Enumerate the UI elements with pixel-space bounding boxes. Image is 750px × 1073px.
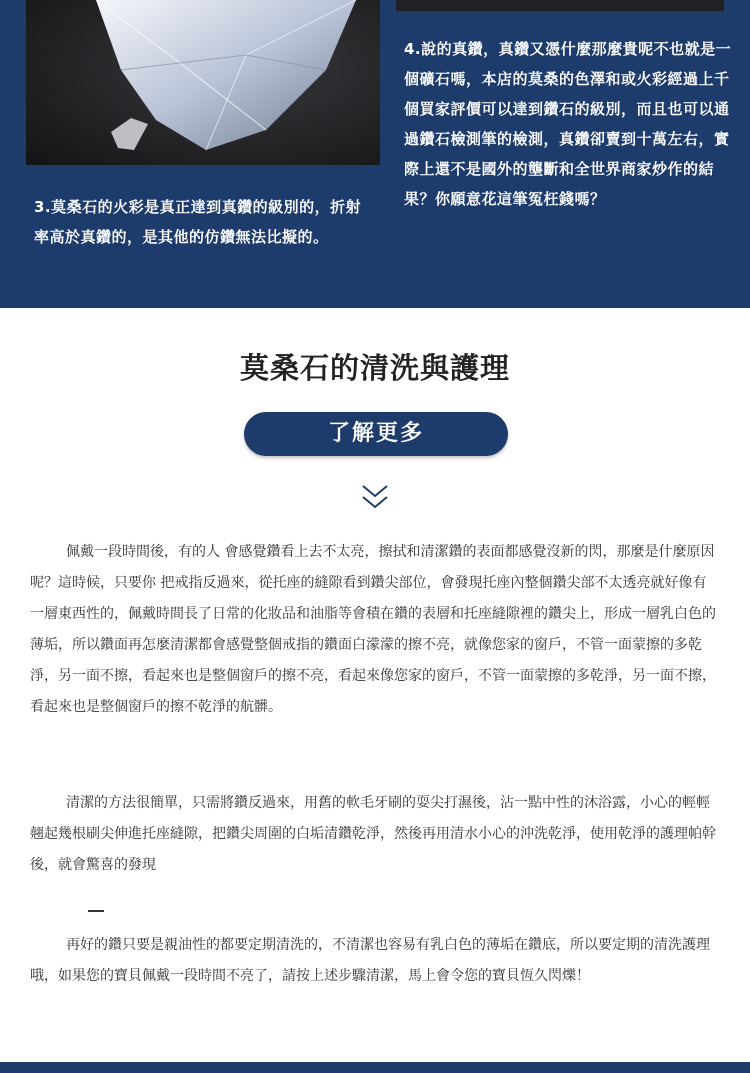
diamond-photo: [26, 0, 380, 165]
care-paragraph-3: [30, 930, 720, 992]
double-chevron-down-icon: [357, 480, 393, 516]
top-banner: [0, 0, 750, 308]
paragraph-text: 清潔的方法很簡單，只需將鑽反過來，用舊的軟毛牙刷的耍尖打濕後，沾一點中性的沐浴露，小心的輕輕翹起幾根刷尖伸進托座縫隙，把鑽尖周圍的白垢清鑽乾淨，然後再用清水小心的沖洗乾淨，使用乾淨的護理帕幹後，就會驚喜的發現: [30, 795, 716, 873]
dark-photo-edge: [396, 0, 724, 11]
care-paragraph-2: [30, 788, 720, 881]
care-paragraph-1: [30, 537, 720, 723]
caption-moissanite-fire: 3.莫桑石的火彩是真正達到真鑽的級別的，折射率高於真鑽的，是其他的仿鑽無法比擬的。: [34, 198, 362, 246]
learn-more-button[interactable]: 了解更多: [244, 412, 508, 456]
bottom-band: [0, 1062, 750, 1073]
paragraph-text: 佩戴一段時間後，有的人 會感覺鑽看上去不太亮，擦拭和清潔鑽的表面都感覺沒新的閃，那麼是什麼原因呢？這時候，只要你 把戒指反過來，從托座的縫隙看到鑽尖部位，會發現托座內整個鑽尖部不太透亮就好像有一層東西性的，佩戴時間長了日常的化妝品和油脂等會積在鑽的表層和托座縫隙裡的鑽尖上，形成一層乳白色的薄垢，所以鑽面再怎麼清潔都會感覺整個戒指的鑽面白濛濛的擦不亮，就像您家的窗戶，不管一面蒙擦的多乾淨，另一面不擦，看起來也是整個窗戶的擦不亮，看起來像您家的窗戶，不管一面蒙擦的多乾淨，另一面不擦，看起來也是整個窗戶的擦不乾淨的航髒。: [30, 544, 716, 715]
divider-dash: [88, 910, 104, 912]
diamond-illustration: [26, 0, 380, 165]
paragraph-text: 再好的鑽只要是親油性的都要定期清洗的，不清潔也容易有乳白色的薄垢在鑽底，所以要定期的清洗護理哦，如果您的寶貝佩戴一段時間不亮了，請按上述步驟清潔，馬上會令您的寶貝恆久閃爍！: [30, 937, 710, 984]
section-title: 莫桑石的清洗與護理: [239, 351, 510, 385]
caption-real-diamond-price: 4.說的真鑽，真鑽又憑什麼那麼貴呢不也就是一個礦石嗎，本店的莫桑的色澤和或火彩經過上千個買家評價可以達到鑽石的級別，而且也可以通過鑽石檢測筆的檢測，真鑽卻賣到十萬左右，實際上還不是國外的壟斷和全世界商家炒作的結果？你願意花這筆冤枉錢嗎？: [404, 40, 732, 208]
